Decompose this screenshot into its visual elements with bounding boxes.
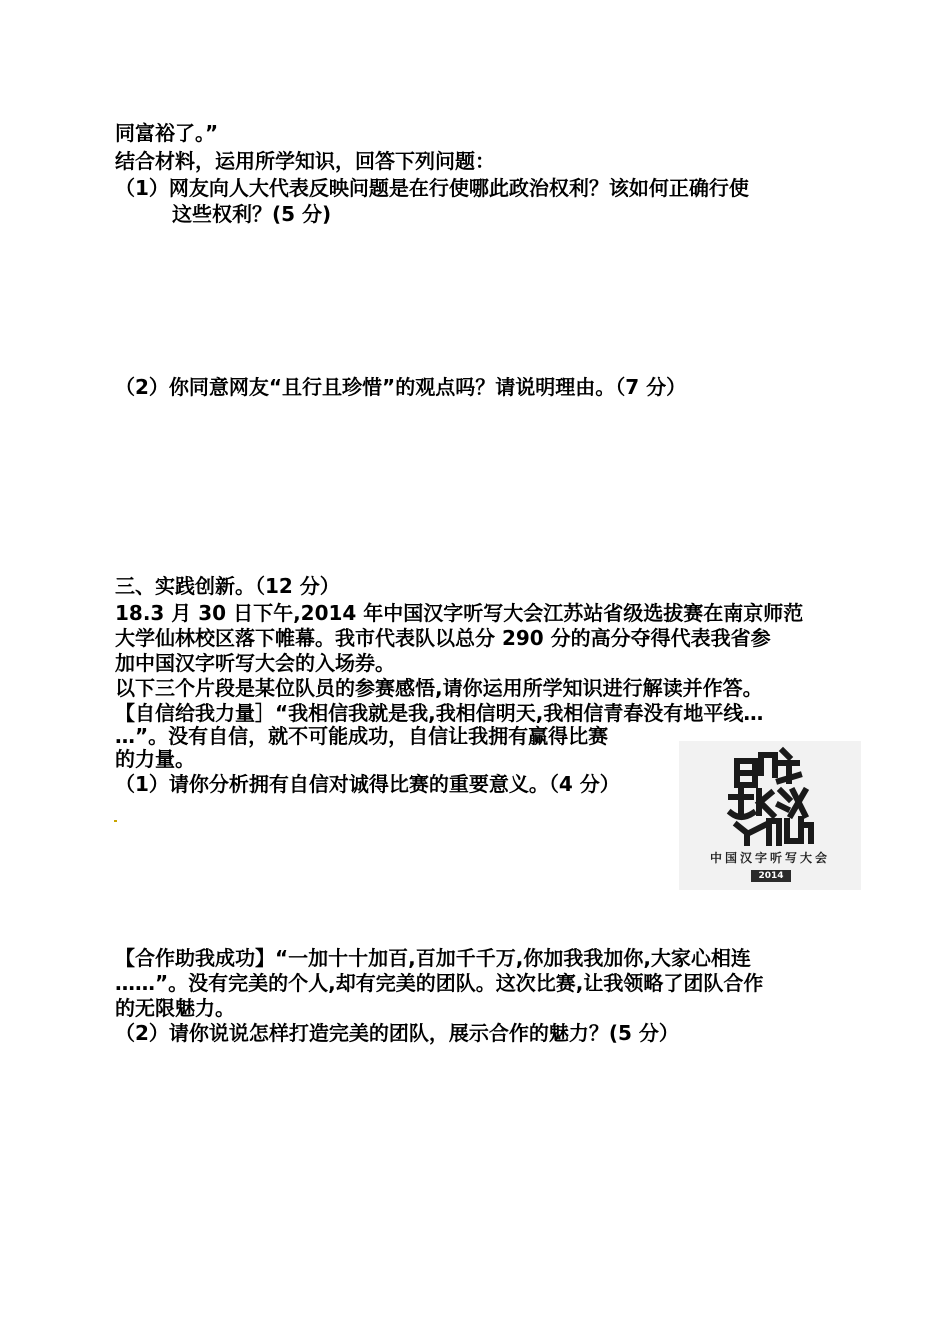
cooperation-quote-line-2: ……”。没有完美的个人,却有完美的团队。这次比赛,让我领略了团队合作 xyxy=(115,971,764,995)
logo-year-badge: 2014 xyxy=(751,870,791,882)
question-18-line-4: 以下三个片段是某位队员的参赛感悟,请你运用所学知识进行解读并作答。 xyxy=(115,676,763,700)
question-18-line-3: 加中国汉字听写大会的入场券。 xyxy=(115,651,395,675)
question-18-line-1: 18.3 月 30 日下午,2014 年中国汉字听写大会江苏站省级选拔赛在南京师范 xyxy=(115,601,804,625)
question-1-line-1: （1）网友向人大代表反映问题是在行使哪此政治权利？该如何正确行使 xyxy=(115,176,749,200)
competition-logo xyxy=(679,741,861,890)
instruction-text: 结合材料，运用所学知识，回答下列问题： xyxy=(115,149,495,173)
question-18-line-2: 大学仙林校区落下帷幕。我市代表队以总分 290 分的高分夺得代表我省参 xyxy=(115,626,771,650)
question-18-sub-1: （1）请你分析拥有自信对诚得比赛的重要意义。（4 分） xyxy=(115,772,620,796)
answer-text-end: 同富裕了。” xyxy=(115,121,219,145)
question-1-line-2: 这些权利？(5 分) xyxy=(172,202,332,226)
stray-mark xyxy=(114,820,117,822)
confidence-quote-line-2: …”。没有自信，就不可能成功，自信让我拥有赢得比赛 xyxy=(115,724,609,748)
cooperation-quote-line-1: 【合作助我成功】“一加十十加百,百加千千万,你加我我加你,大家心相连 xyxy=(115,946,751,970)
question-2: （2）你同意网友“且行且珍惜”的观点吗？请说明理由。（7 分） xyxy=(115,375,687,399)
cooperation-quote-line-3: 的无限魅力。 xyxy=(115,996,235,1020)
confidence-quote-line-1: 【自信给我力量］“我相信我就是我,我相信明天,我相信青春没有地平线… xyxy=(115,701,764,725)
question-18-sub-2: （2）请你说说怎样打造完美的团队，展示合作的魅力？(5 分） xyxy=(115,1021,679,1045)
section-3-heading: 三、实践创新。（12 分） xyxy=(115,574,340,598)
logo-subtitle: 中国汉字听写大会 xyxy=(709,851,830,865)
calligraphy-logo-icon xyxy=(679,741,861,851)
confidence-quote-line-3: 的力量。 xyxy=(115,747,195,771)
